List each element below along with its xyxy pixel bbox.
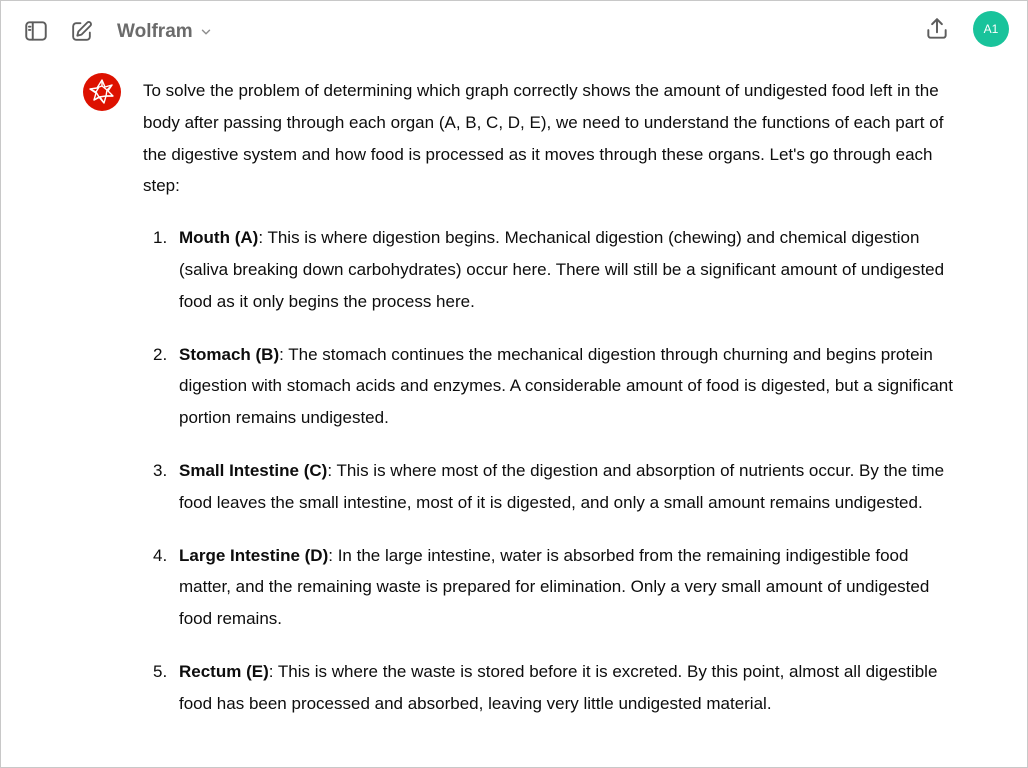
edit-icon (69, 19, 94, 44)
step-title: Stomach (B) (179, 344, 280, 364)
model-selector[interactable] (117, 19, 213, 45)
list-item (143, 656, 963, 720)
step-title: Small Intestine (C) (179, 460, 328, 480)
list-item (143, 339, 963, 434)
step-title: Rectum (E) (179, 661, 269, 681)
step-number: 3. (153, 460, 168, 480)
step-text: : This is where the waste is stored before it is excreted. By this point, almost all digestible food has been processed and absorbed, leaving very little undigested material. (179, 661, 938, 713)
step-number: 5. (153, 661, 168, 681)
step-text: : This is where most of the digestion and absorption of nutrients occur. By the time food leaves the small intestine, most of it is digested, and only a small amount remains undigested. (179, 460, 945, 512)
step-text: : This is where digestion begins. Mechanical digestion (chewing) and chemical digestion (saliva breaking down carbohydrates) occur here. There will still be a significant amount of undigested food as it only begins the process here. (179, 228, 945, 311)
list-item (143, 455, 963, 519)
sidebar-toggle-button[interactable] (22, 17, 50, 45)
wolfram-logo-icon (83, 73, 121, 111)
share-button[interactable] (923, 15, 951, 43)
new-chat-button[interactable] (67, 17, 95, 45)
list-item (143, 222, 963, 317)
step-title: Large Intestine (D) (179, 545, 329, 565)
step-text: : The stomach continues the mechanical digestion through churning and begins protein digestion with stomach acids and enzymes. A considerable amount of food is digested, but a significant portion remains undigested. (179, 344, 953, 428)
steps-list (143, 222, 963, 719)
model-name: Wolfram (117, 21, 193, 42)
step-text: : In the large intestine, water is absorbed from the remaining indigestible food matter, and the remaining waste is prepared for elimination. Only a very small amount of undigested food remains. (179, 545, 930, 629)
step-number: 2. (153, 344, 168, 364)
share-icon (924, 16, 950, 42)
step-number: 4. (153, 545, 168, 565)
step-title: Mouth (A) (179, 228, 259, 248)
step-number: 1. (153, 228, 168, 248)
sidebar-toggle-icon (23, 18, 49, 44)
message-intro: To solve the problem of determining which graph correctly shows the amount of undigested food left in the body after passing through each organ (A, B, C, D, E), we need to understand the functions of each part of the digestive system and how food is processed as it moves through these organs. Let's go through each step: (143, 81, 944, 196)
top-bar (1, 1, 1027, 61)
chevron-down-icon (199, 25, 213, 39)
list-item (143, 540, 963, 635)
avatar[interactable]: A1 (973, 11, 1009, 47)
assistant-message (143, 75, 963, 741)
